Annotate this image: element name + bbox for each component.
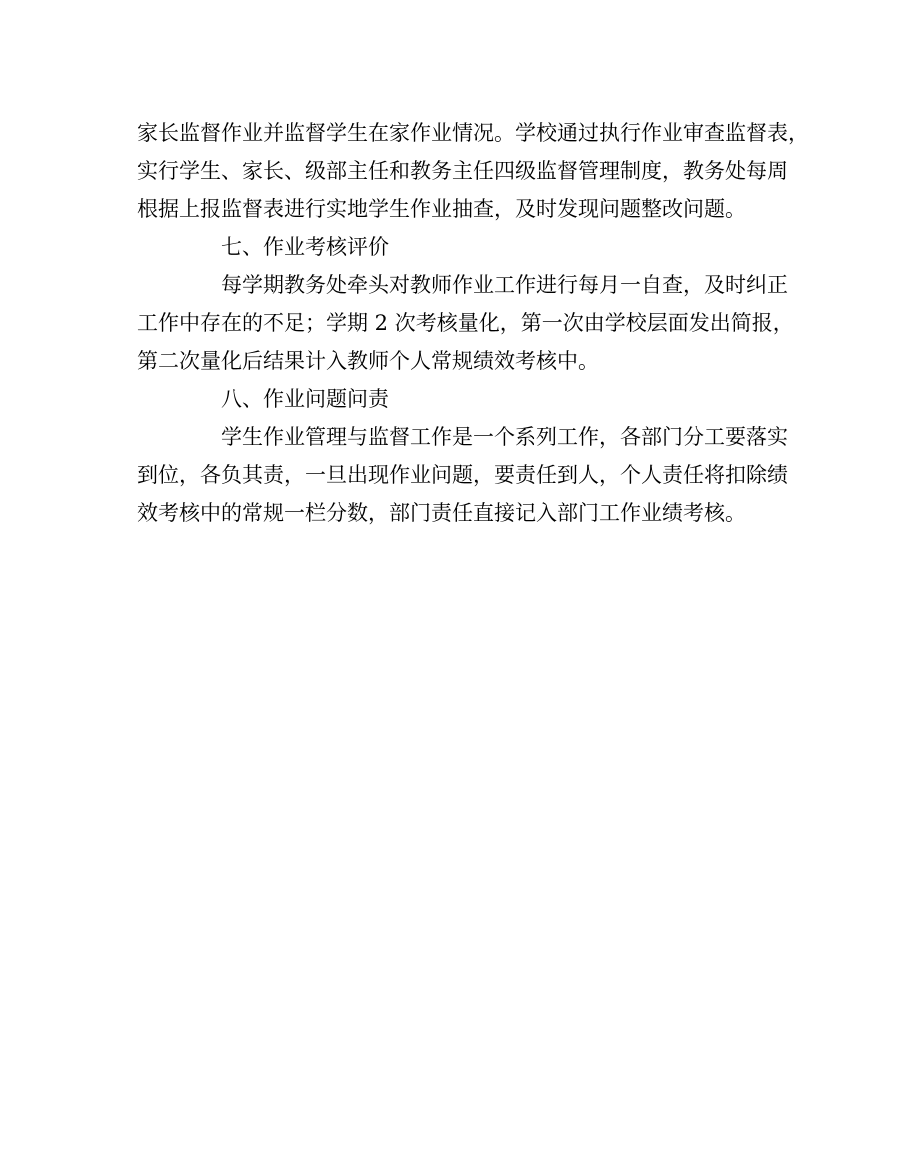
paragraph-line: 实行学生、家长、级部主任和教务主任四级监督管理制度，教务处每周 (137, 159, 788, 183)
paragraph-line: 家长监督作业并监督学生在家作业情况。学校通过执行作业审查监督表， (137, 121, 809, 145)
paragraph-line: 到位，各负其责，一旦出现作业问题，要责任到人，个人责任将扣除绩 (137, 463, 788, 487)
section-heading-accountability: 八、作业问题问责 (221, 387, 389, 411)
paragraph-line: 第二次量化后结果计入教师个人常规绩效考核中。 (137, 349, 599, 373)
section-heading-evaluation: 七、作业考核评价 (221, 235, 389, 259)
paragraph-line: 每学期教务处牵头对教师作业工作进行每月一自查，及时纠正 (221, 273, 788, 297)
document-body (137, 114, 809, 532)
paragraph-line: 学生作业管理与监督工作是一个系列工作，各部门分工要落实 (221, 425, 788, 449)
paragraph-line: 根据上报监督表进行实地学生作业抽查，及时发现问题整改问题。 (137, 197, 746, 221)
paragraph-line: 效考核中的常规一栏分数，部门责任直接记入部门工作业绩考核。 (137, 501, 746, 525)
paragraph-line: 工作中存在的不足；学期 2 次考核量化，第一次由学校层面发出简报， (137, 311, 794, 335)
